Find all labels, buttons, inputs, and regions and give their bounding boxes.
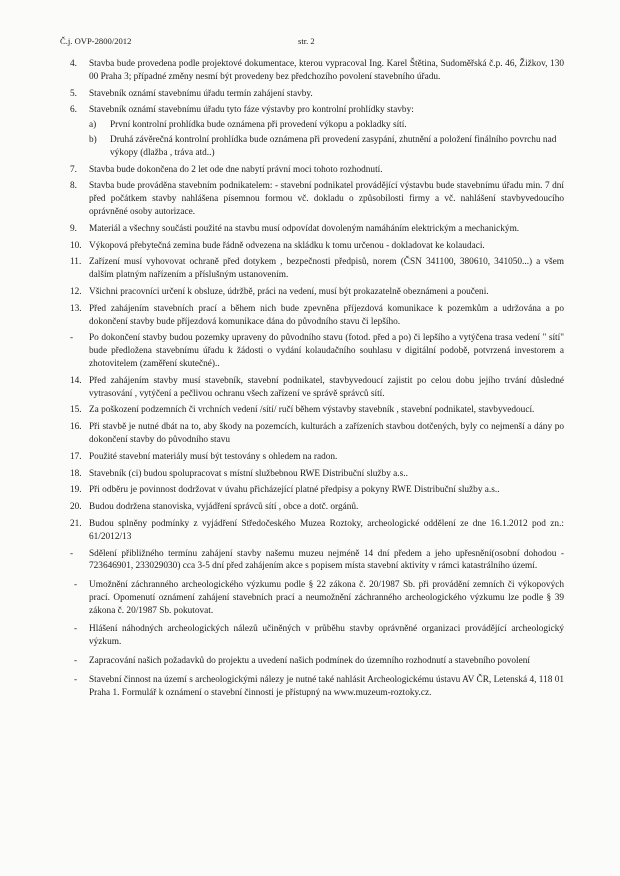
item-number: 11. xyxy=(70,257,82,268)
item-text: Stavba bude dokončena do 2 let ode dne nabytí právní moci tohoto rozhodnutí. xyxy=(89,164,383,175)
item-text: Při stavbě je nutné dbát na to, aby škody na pozemcích, kulturách a zařízeních stavbou dotčených, byly co nejmenší a dány po dokončení stavby do původního stavu xyxy=(89,422,564,445)
list-item xyxy=(60,451,564,464)
sub-item xyxy=(60,119,564,132)
item-text: Stavebník oznámí stavebnímu úřadu termín zahájení stavby. xyxy=(89,88,313,99)
item-text: Za poškození podzemních či vrchních vedení /sítí/ ručí během výstavby stavebník , stavební podnikatel, stavbyvedoucí. xyxy=(89,405,535,416)
sub-item xyxy=(60,134,564,160)
list-item xyxy=(60,548,564,574)
list-item xyxy=(60,58,564,84)
item-text: Stavebník oznámí stavebnímu úřadu tyto fáze výstavby pro kontrolní prohlídky stavby: xyxy=(89,105,414,116)
item-text: Hlášení náhodných archeologických nálezů učiněných v průběhu stavby oprávněné organizaci provádějící archeologický výzkum. xyxy=(89,624,564,648)
item-number: 9. xyxy=(70,223,77,234)
list-item xyxy=(60,332,564,370)
item-number: 10. xyxy=(70,240,82,251)
list-item xyxy=(60,164,564,177)
sub-item-letter: a) xyxy=(89,120,97,131)
reference-number: Č.j. OVP-2800/2012 xyxy=(60,36,132,46)
item-number: 12. xyxy=(70,286,82,297)
item-text: Použité stavební materiály musí být testovány s ohledem na radon. xyxy=(89,451,338,462)
list-item xyxy=(60,501,564,514)
sub-item-letter: b) xyxy=(89,134,97,145)
list-item xyxy=(60,421,564,447)
list-item xyxy=(60,655,564,668)
item-number: 7. xyxy=(70,164,77,175)
item-dash: - xyxy=(74,674,78,685)
list-item xyxy=(60,286,564,299)
list-item xyxy=(60,104,564,117)
list-item xyxy=(60,88,564,101)
item-dash: - xyxy=(74,624,78,635)
item-text: Zařízení musí vyhovovat ochraně před dotykem , bezpečnosti předpisů, norem (ČSN 341100, 380610, 341050...) a všem dalším platným nařízením a příslušným ustanovením. xyxy=(89,257,564,281)
item-text: Před zahájením stavebních prací a během nich bude zpevněna příjezdová komunikace k pozemkům a udržována a po dokončení stavby bude příjezdová komunikace dána do původního stavu či lepšího. xyxy=(89,303,564,327)
item-number: 21. xyxy=(70,518,82,529)
list-item xyxy=(60,303,564,329)
item-text: Stavební činnost na území s archeologickými nálezy je nutné také nahlásit Archeologickému ústavu AV ČR, Letenská 4, 118 01 Praha 1. Formulář k oznámení o stavební činnosti je přístupný na www.muzeum-roztoky.cz. xyxy=(89,674,564,698)
item-number: 4. xyxy=(70,59,77,69)
item-number: 13. xyxy=(70,303,82,314)
item-text: Sdělení přibližného termínu zahájení stavby našemu muzeu nejméně 14 dní předem a jeho upřesnění(osobní dohodou - 723646901, 233029030) cca 3-5 dní před zahájením akce s popisem místa stavební aktivity v rámci katastrálního území. xyxy=(89,548,564,572)
item-number: 18. xyxy=(70,468,82,479)
item-text: Stavba bude prováděna stavebním podnikatelem: - stavební podnikatel provádějící výstavbu bude stavebnímu úřadu min. 7 dní před počátkem stavby nahlášena písemnou formou vč. dokladu o způsobilosti firmy a vč. nahlášení stavbyvedoucího oprávněné osoby autorizace. xyxy=(89,181,564,217)
item-number: 5. xyxy=(70,88,77,99)
list-item xyxy=(60,180,564,218)
conditions-list xyxy=(60,58,564,709)
item-text: Výkopová přebytečná zemina bude řádně odvezena na skládku k tomu určenou - dokladovat ke kolaudaci. xyxy=(89,240,485,251)
item-text: Před zahájením stavby musí stavebník, stavební podnikatel, stavbyvedoucí zajistit po celou dobu jejího trvání důsledné vytrasování , vytýčení a pečlivou ochranu všech zařízení ve správě správců sítí. xyxy=(89,375,564,399)
list-item xyxy=(60,223,564,236)
list-item xyxy=(60,375,564,401)
list-item xyxy=(60,623,564,649)
item-number: 14. xyxy=(70,375,82,386)
list-item xyxy=(60,256,564,282)
item-dash: - xyxy=(70,333,74,344)
list-item xyxy=(60,579,564,617)
item-number: 20. xyxy=(70,502,82,513)
list-item xyxy=(60,674,564,700)
page-number: str. 2 xyxy=(298,36,315,46)
item-text: Umožnění záchranného archeologického výzkumu podle § 22 zákona č. 20/1987 Sb. při provádění zemních či výkopových prací. Opomenutí oznámení zahájení stavebních prací a neumožnění záchranného archeologického výzkumu lze podle § 39 zákona č. 20/1987 Sb. pokutovat. xyxy=(89,580,564,616)
list-item xyxy=(60,518,564,544)
item-text: Budou splněny podmínky z vyjádření Středočeského Muzea Roztoky, archeologické oddělení ze dne 16.1.2012 pod zn.: 61/2012/13 xyxy=(89,518,564,542)
list-item xyxy=(60,484,564,497)
item-dash: - xyxy=(74,580,78,591)
item-number: 19. xyxy=(70,485,82,496)
item-dash: - xyxy=(74,656,78,667)
item-text: Všichni pracovníci určení k obsluze, údržbě, práci na vedení, musí být prokazatelně obeznámeni a poučeni. xyxy=(89,286,489,297)
item-text: Při odběru je povinnost dodržovat v úvahu přicházející platné předpisy a pokyny RWE Distribuční služby a.s.. xyxy=(89,485,500,496)
item-text: Stavba bude provedena podle projektové dokumentace, kterou vypracoval Ing. Karel Štětina, Sudoměřská č.p. 46, Žižkov, 130 00 Praha 3; případné změny nesmí být provedeny bez předchozího povolení stavebního úřadu. xyxy=(89,59,564,82)
list-item xyxy=(60,240,564,253)
sub-item-text: První kontrolní prohlídka bude oznámena při provedení výkopu a pokladky sítí. xyxy=(110,120,407,131)
item-number: 8. xyxy=(70,181,77,192)
list-item xyxy=(60,468,564,481)
sub-item-text: Druhá závěrečná kontrolní prohlídka bude oznámena při provedení zasypání, zhutnění a položení finálního povrchu nad výkopy (dlažba , tráva atd..) xyxy=(110,134,557,158)
item-text: Stavebník (ci) budou spolupracovat s místní službebnou RWE Distribuční služby a.s.. xyxy=(89,468,408,479)
item-number: - xyxy=(70,548,74,559)
item-text: Zapracování našich požadavků do projektu a uvedení našich podmínek do územního rozhodnutí a stavebního povolení xyxy=(89,656,530,667)
list-item xyxy=(60,404,564,417)
item-number: 15. xyxy=(70,405,82,416)
item-number: 6. xyxy=(70,105,77,116)
item-text: Po dokončení stavby budou pozemky upraveny do původního stavu (fotod. před a po) či lepšího a vytýčena trasa vedení " sítí" bude předložena stavebnímu úřadu k žádosti o vydání kolaudačního souhlasu v digitální podobě, potvrzená investorem a zhotovitelem (zaměření skutečné).. xyxy=(89,333,564,369)
item-text: Materiál a všechny součásti použité na stavbu musí odpovídat dovoleným namáháním elektrickým a mechanickým. xyxy=(89,223,520,234)
item-text: Budou dodržena stanoviska, vyjádření správců sítí , obce a dotč. orgánů. xyxy=(89,502,359,513)
item-number: 17. xyxy=(70,451,82,462)
item-number: 16. xyxy=(70,422,82,433)
